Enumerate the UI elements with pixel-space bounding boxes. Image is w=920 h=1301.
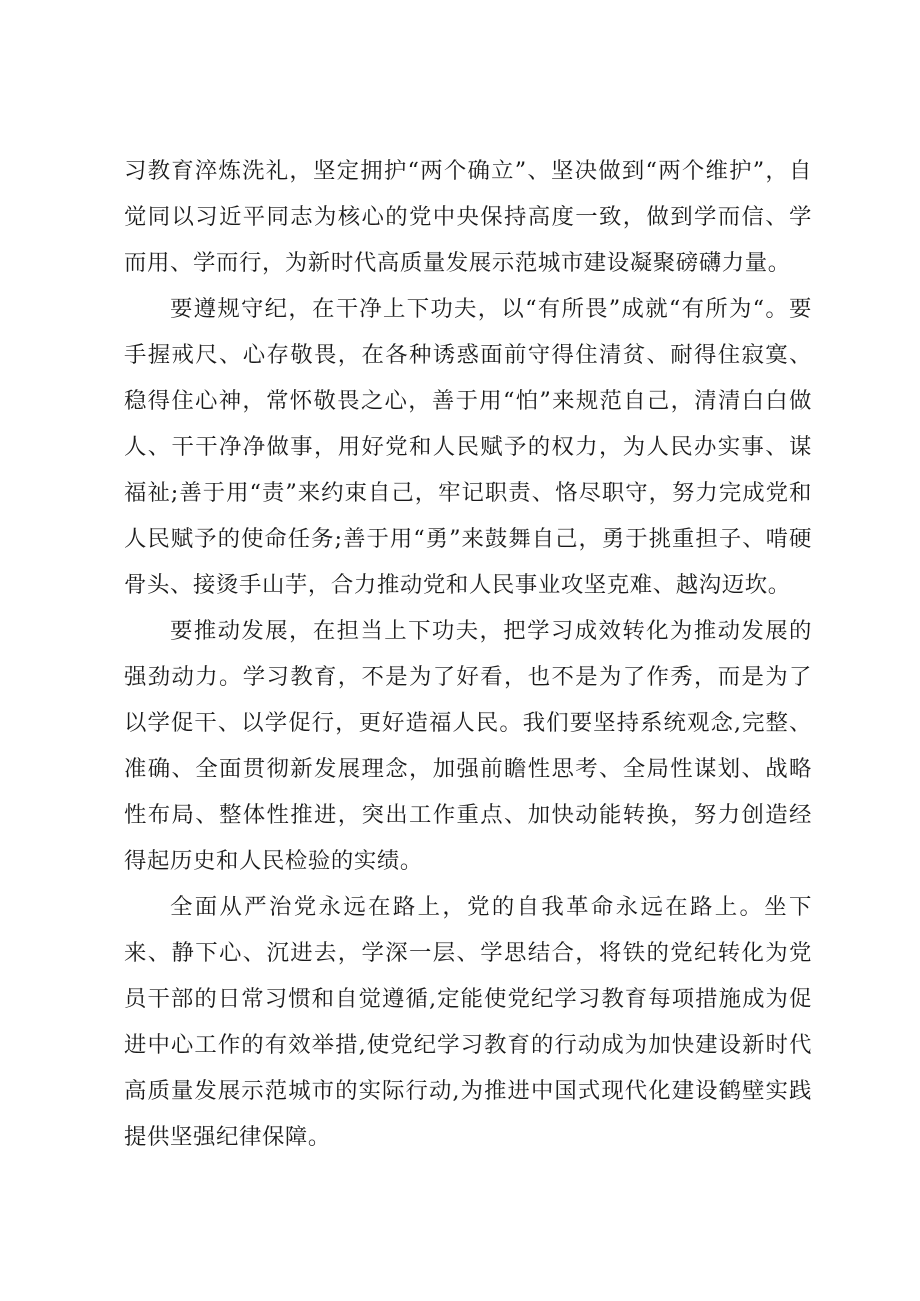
paragraph-discipline: 要遵规守纪，在干净上下功夫，以“有所畏”成就“有所为“。要手握戒尺、心存敬畏，在各种诱惑面前守得住清贫、耐得住寂寞、稳得住心神，常怀敬畏之心，善于用“怕”来规范自己，清清白白做人、干干净净做事，用好党和人民赋予的权力，为人民办实事、谋福祉;善于用“责”来约束自己，牢记职责、恪尽职守，努力完成党和人民赋予的使命任务;善于用“勇”来鼓舞自己，勇于挑重担子、啃硬骨头、接烫手山芋，合力推动党和人民事业攻坚克难、越沟迈坎。 [124, 296, 812, 598]
document-body [124, 148, 812, 1160]
paragraph-conclusion: 全面从严治党永远在路上，党的自我革命永远在路上。坐下来、静下心、沉进去，学深一层、学思结合，将铁的党纪转化为党员干部的日常习惯和自觉遵循,定能使党纪学习教育每项措施成为促进中心工作的有效举措,使党纪学习教育的行动成为加快建设新时代高质量发展示范城市的实际行动,为推进中国式现代化建设鹤壁实践提供坚强纪律保障。 [124, 894, 812, 1150]
paragraph-development: 要推动发展，在担当上下功夫，把学习成效转化为推动发展的强劲动力。学习教育，不是为了好看，也不是为了作秀，而是为了以学促干、以学促行，更好造福人民。我们要坚持系统观念,完整、准确、全面贯彻新发展理念，加强前瞻性思考、全局性谋划、战略性布局、整体性推进，突出工作重点、加快动能转换，努力创造经得起历史和人民检验的实绩。 [124, 618, 812, 874]
paragraph-continuation: 习教育淬炼洗礼，坚定拥护“两个确立”、坚决做到“两个维护”，自觉同以习近平同志为核心的党中央保持高度一致，做到学而信、学而用、学而行，为新时代高质量发展示范城市建设凝聚磅礴力量。 [124, 158, 812, 276]
